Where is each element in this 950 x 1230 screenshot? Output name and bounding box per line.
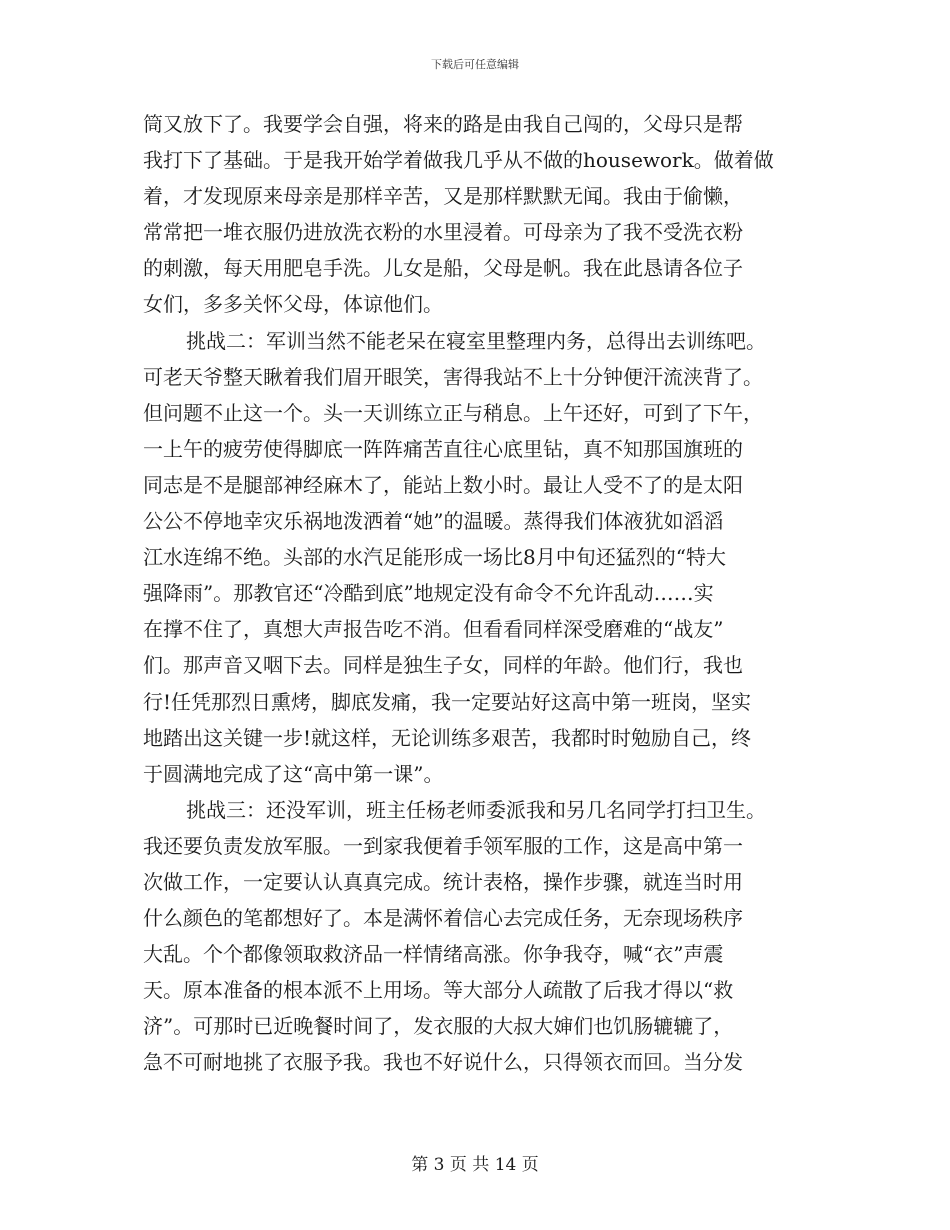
text-line: 天。原本准备的根本派不上用场。等大部分人疏散了后我才得以“救 bbox=[143, 978, 734, 1003]
text-line: 的刺激，每天用肥皂手洗。儿女是船，父母是帆。我在此恳请各位子 bbox=[143, 256, 743, 281]
text-line: 什么颜色的笔都想好了。本是满怀着信心去完成任务，无奈现场秩序 bbox=[143, 906, 743, 931]
text-line: 们。那声音又咽下去。同样是独生子女，同样的年龄。他们行，我也 bbox=[143, 653, 743, 678]
text-line: 次做工作，一定要认认真真完成。统计表格，操作步骤，就连当时用 bbox=[143, 869, 743, 894]
text-line: 在撑不住了，真想大声报告吃不消。但看看同样深受磨难的“战友” bbox=[143, 617, 724, 642]
text-line: 筒又放下了。我要学会自强，将来的路是由我自己闯的，父母只是帮 bbox=[143, 112, 743, 136]
document-body bbox=[143, 106, 811, 1081]
text-line: 强降雨”。那教官还“冷酷到底”地规定没有命令不允许乱动……实 bbox=[143, 581, 714, 606]
text-line: 我还要负责发放军服。一到家我便着手领军服的工作，这是高中第一 bbox=[143, 833, 743, 858]
text-line: 同志是不是腿部神经麻木了，能站上数小时。最让人受不了的是太阳 bbox=[143, 472, 743, 497]
text-line: 公公不停地幸灾乐祸地泼洒着“她”的温暖。蒸得我们体液犹如滔滔 bbox=[143, 509, 724, 534]
text-line: 女们，多多关怀父母，体谅他们。 bbox=[143, 292, 443, 317]
text-line: 行!任凭那烈日熏烤，脚底发痛，我一定要站好这高中第一班岗，坚实 bbox=[143, 689, 752, 714]
page-number-footer: 第 3 页 共 14 页 bbox=[411, 1155, 539, 1175]
text-line: 常常把一堆衣服仍进放洗衣粉的水里浸着。可母亲为了我不受洗衣粉 bbox=[143, 220, 743, 245]
text-line: 我打下了基础。于是我开始学着做我几乎从不做的housework。做着做 bbox=[143, 148, 774, 173]
text-line: 着，才发现原来母亲是那样辛苦，又是那样默默无闻。我由于偷懒， bbox=[143, 184, 743, 209]
text-line: 一上午的疲劳使得脚底一阵阵痛苦直往心底里钻，真不知那国旗班的 bbox=[143, 436, 743, 461]
paragraph-start-line: 挑战二：军训当然不能老呆在寝室里整理内务，总得出去训练吧。 bbox=[186, 328, 766, 353]
text-line: 济”。可那时已近晚餐时间了，发衣服的大叔大婶们也饥肠辘辘了， bbox=[143, 1014, 734, 1039]
text-line: 可老天爷整天瞅着我们眉开眼笑，害得我站不上十分钟便汗流浃背了。 bbox=[143, 364, 763, 389]
paragraph-start-line: 挑战三：还没军训，班主任杨老师委派我和另几名同学打扫卫生。 bbox=[186, 797, 766, 822]
text-line: 但问题不止这一个。头一天训练立正与稍息。上午还好，可到了下午， bbox=[143, 400, 763, 425]
text-line: 大乱。个个都像领取救济品一样情绪高涨。你争我夺，喊“衣”声震 bbox=[143, 942, 724, 967]
text-line: 地踏出这关键一步!就这样，无论训练多艰苦，我都时时勉励自己，终 bbox=[143, 725, 752, 750]
text-line: 急不可耐地挑了衣服予我。我也不好说什么，只得领衣而回。当分发 bbox=[143, 1050, 743, 1075]
text-line: 江水连绵不绝。头部的水汽足能形成一场比8月中旬还猛烈的“特大 bbox=[143, 545, 726, 570]
page-header: 下载后可任意编辑 bbox=[431, 58, 519, 71]
text-line: 于圆满地完成了这“高中第一课”。 bbox=[143, 761, 444, 786]
